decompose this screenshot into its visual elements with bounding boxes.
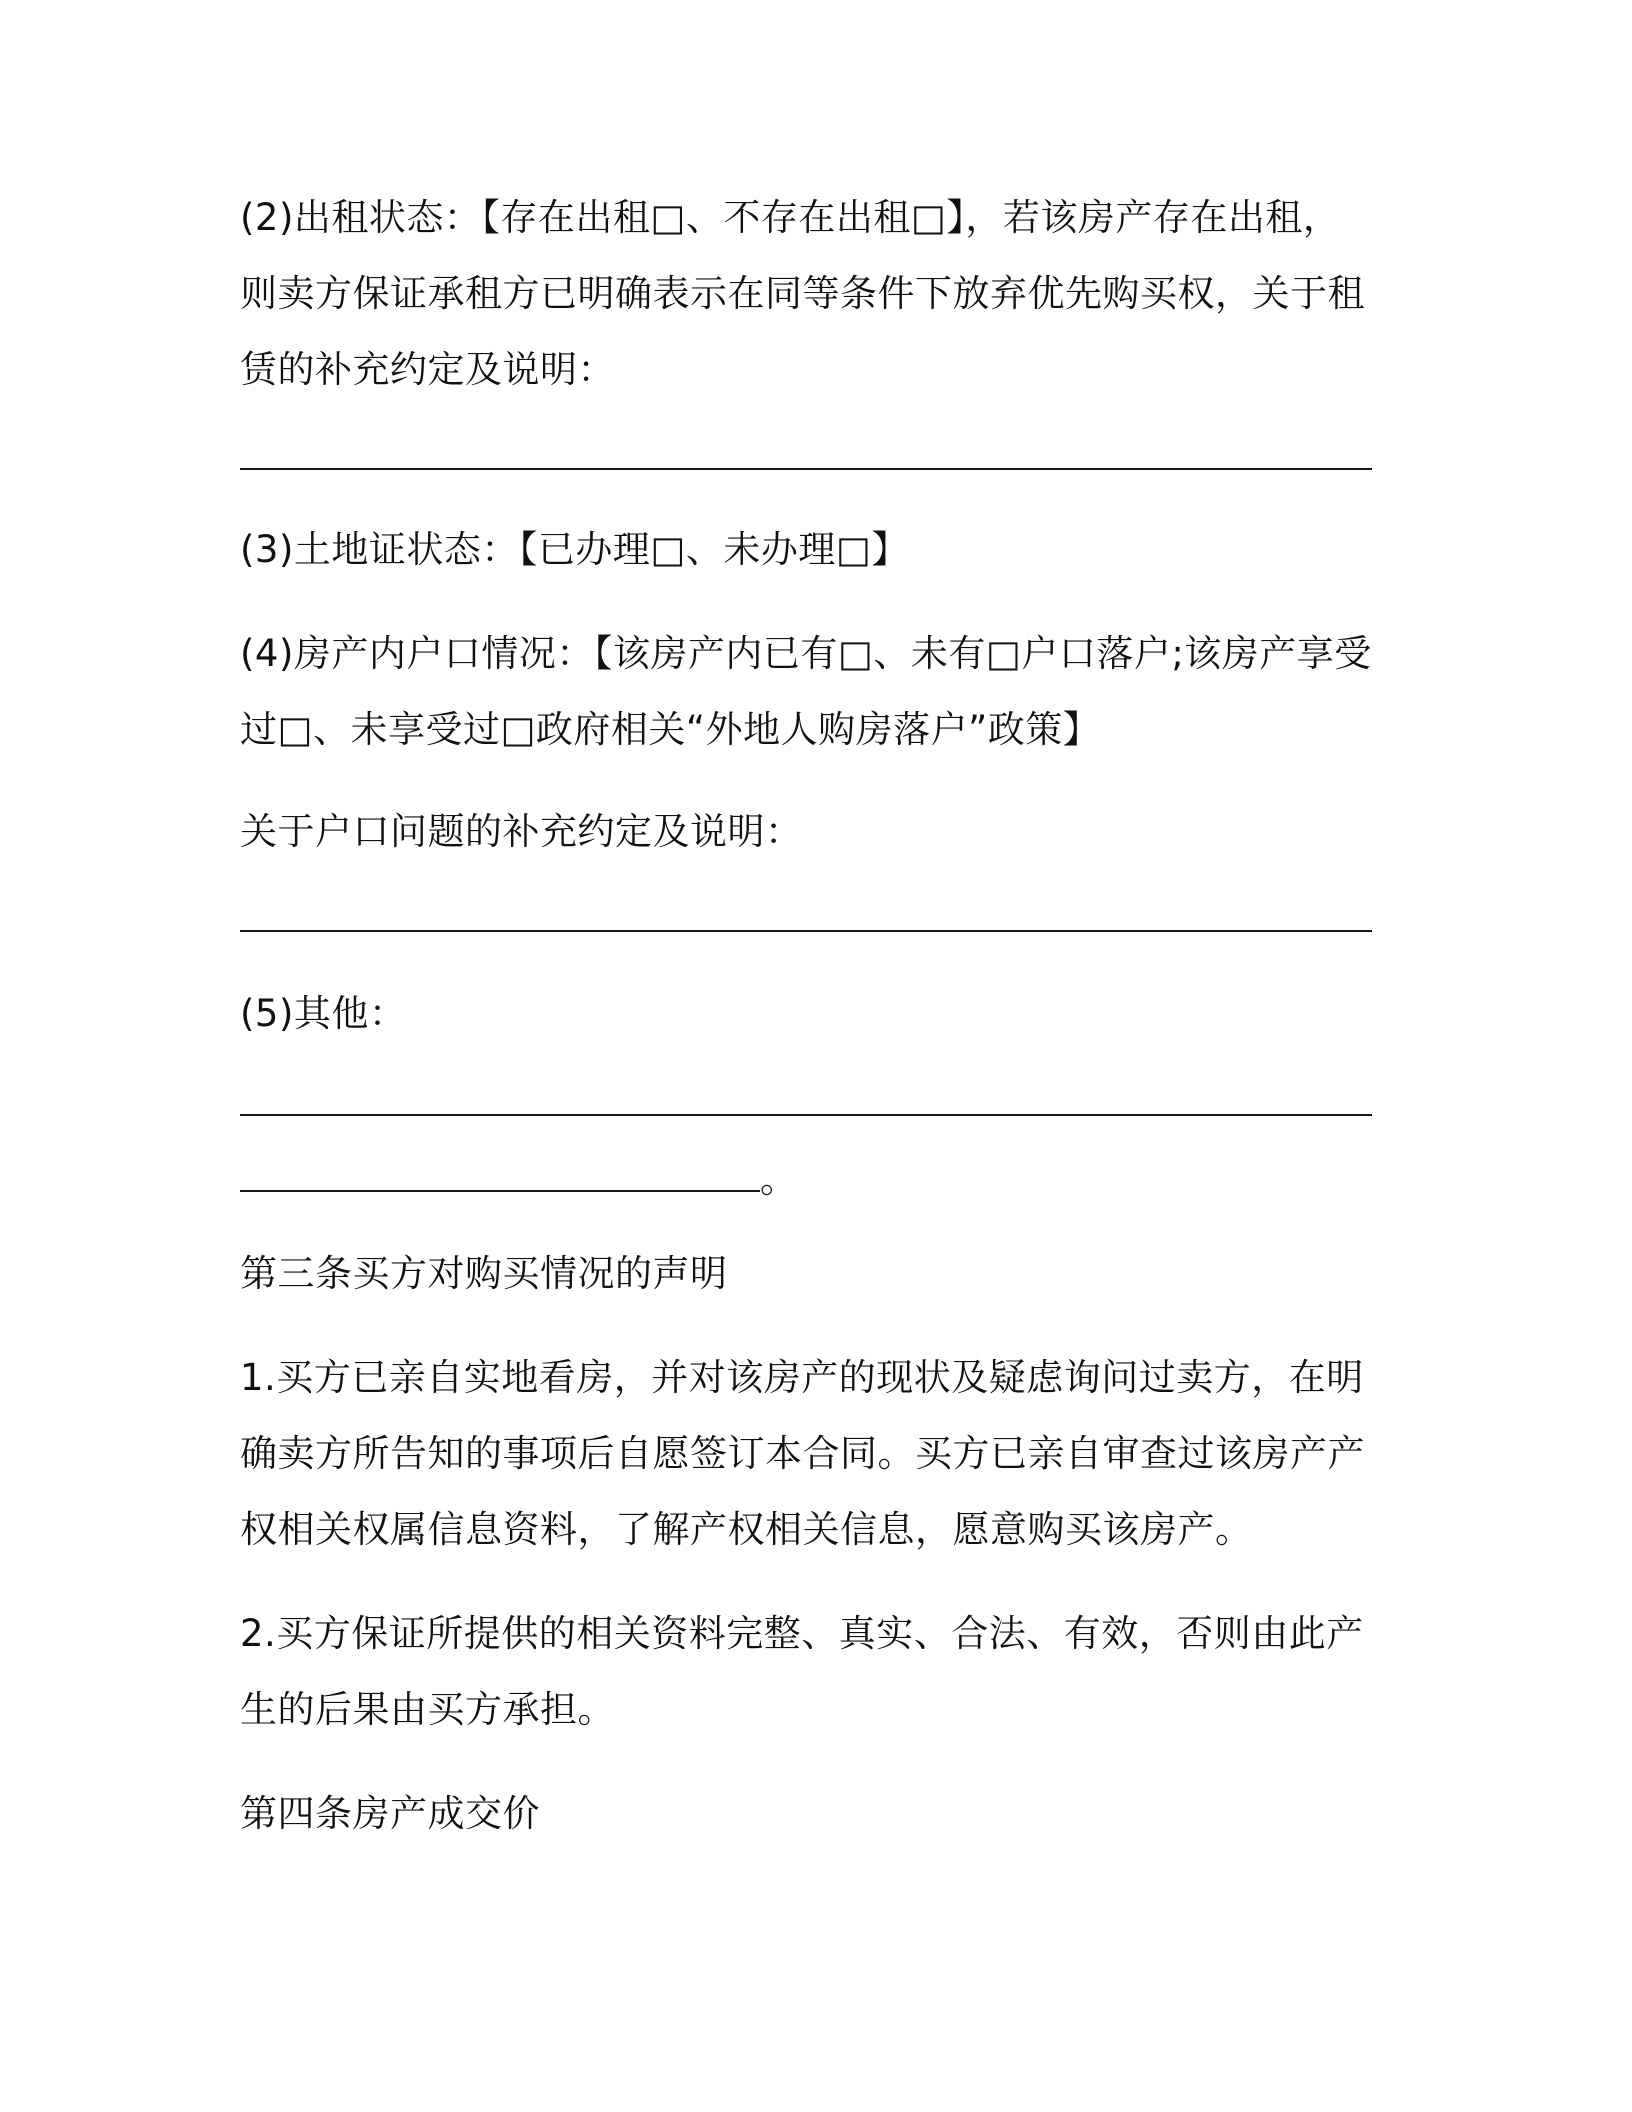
buyer-statement-1-line-3: 权相关权属信息资料，了解产权相关信息，愿意购买该房产。	[240, 1508, 1253, 1551]
blank-line-rental-notes	[240, 468, 1372, 470]
article-4-heading: 第四条房产成交价	[240, 1792, 540, 1835]
buyer-statement-2-line-2: 生的后果由买方承担。	[240, 1688, 615, 1731]
blank-line-other-1	[240, 1114, 1372, 1116]
buyer-statement-2-line-1: 2.买方保证所提供的相关资料完整、真实、合法、有效，否则由此产	[240, 1612, 1364, 1655]
rental-status-line-3: 赁的补充约定及说明：	[240, 348, 615, 391]
land-cert-status-line: (3)土地证状态：【已办理□、未办理□】	[240, 528, 909, 571]
buyer-statement-1-line-2: 确卖方所告知的事项后自愿签订本合同。买方已亲自审查过该房产产	[240, 1432, 1365, 1475]
blank-line-other-2	[240, 1190, 760, 1192]
rental-status-line-2: 则卖方保证承租方已明确表示在同等条件下放弃优先购买权，关于租	[240, 272, 1365, 315]
buyer-statement-1-line-1: 1.买方已亲自实地看房，并对该房产的现状及疑虑询问过卖方，在明	[240, 1356, 1364, 1399]
article-3-heading: 第三条买方对购买情况的声明	[240, 1252, 728, 1295]
blank-line-household-notes	[240, 930, 1372, 932]
rental-status-line-1: (2)出租状态：【存在出租□、不存在出租□】，若该房产存在出租，	[240, 196, 1341, 239]
household-notes-label: 关于户口问题的补充约定及说明：	[240, 810, 803, 853]
end-period: 。	[760, 1158, 797, 1201]
other-label: (5)其他：	[240, 992, 407, 1035]
household-status-line-2: 过□、未享受过□政府相关“外地人购房落户”政策】	[240, 708, 1101, 751]
household-status-line-1: (4)房产内户口情况：【该房产内已有□、未有□户口落户;该房产享受	[240, 632, 1372, 675]
